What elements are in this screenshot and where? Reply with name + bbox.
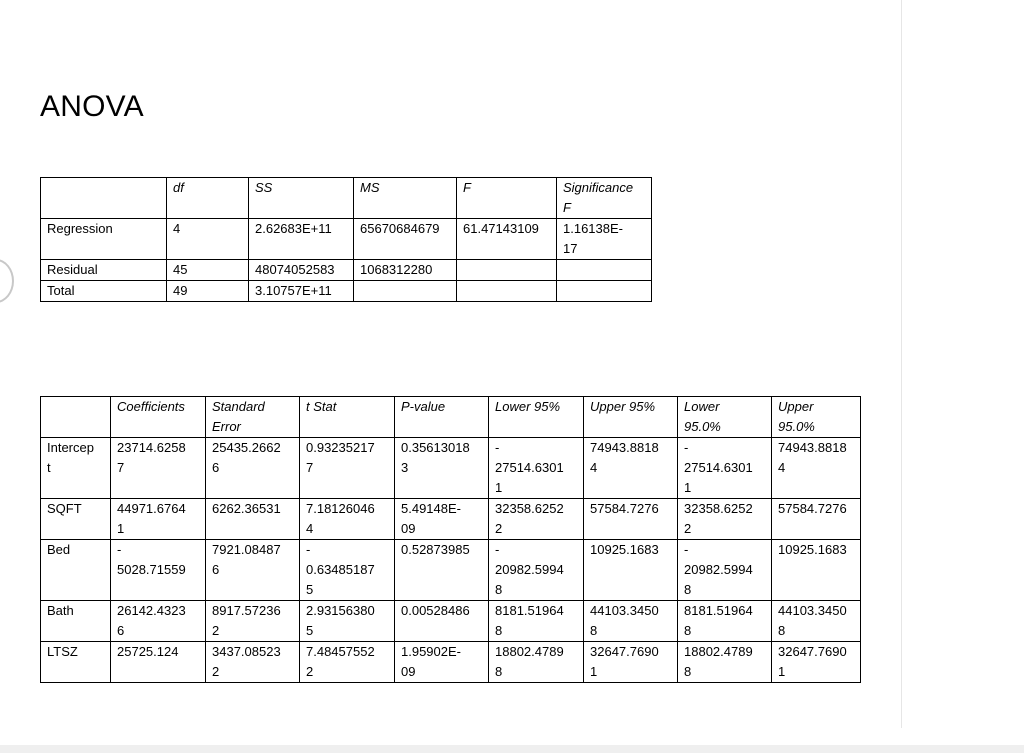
coefficients-cell: 32647.7690 1 (584, 642, 678, 683)
coefficients-cell: 0.35613018 3 (395, 438, 489, 499)
coefficients-row (41, 540, 861, 601)
coefficients-cell: 32358.6252 2 (678, 499, 772, 540)
anova-cell (557, 281, 652, 302)
anova-body (41, 219, 652, 302)
coefficients-cell: - 0.63485187 5 (300, 540, 395, 601)
coefficients-cell: 7921.08487 6 (206, 540, 300, 601)
anova-header-row (41, 178, 652, 219)
bottom-scroll-area (0, 745, 1024, 753)
coefficients-row-label: SQFT (41, 499, 111, 540)
coefficients-cell: 7.48457552 2 (300, 642, 395, 683)
anova-cell (354, 281, 457, 302)
coefficients-header-row (41, 397, 861, 438)
coefficients-cell: 8181.51964 8 (489, 601, 584, 642)
coefficients-cell: 10925.1683 (584, 540, 678, 601)
coefficients-cell: 32647.7690 1 (772, 642, 861, 683)
anova-header-cell: SS (249, 178, 354, 219)
coefficients-cell: 44971.6764 1 (111, 499, 206, 540)
coefficients-header-cell: Lower 95% (489, 397, 584, 438)
coefficients-header-cell (41, 397, 111, 438)
coefficients-cell: 8917.57236 2 (206, 601, 300, 642)
coefficients-cell: 0.93235217 7 (300, 438, 395, 499)
anova-cell: 49 (167, 281, 249, 302)
anova-cell: 1068312280 (354, 260, 457, 281)
coefficients-header-cell: P-value (395, 397, 489, 438)
anova-header-cell: MS (354, 178, 457, 219)
coefficients-cell: 74943.8818 4 (772, 438, 861, 499)
coefficients-table (40, 396, 861, 683)
coefficients-cell: 8181.51964 8 (678, 601, 772, 642)
coefficients-cell: - 20982.5994 8 (489, 540, 584, 601)
coefficients-cell: 18802.4789 8 (678, 642, 772, 683)
coefficients-row (41, 438, 861, 499)
coefficients-header-cell: t Stat (300, 397, 395, 438)
anova-header-cell: df (167, 178, 249, 219)
coefficients-cell: - 20982.5994 8 (678, 540, 772, 601)
anova-row-label: Residual (41, 260, 167, 281)
anova-cell (457, 281, 557, 302)
coefficients-cell: 2.93156380 5 (300, 601, 395, 642)
coefficients-cell: 1.95902E- 09 (395, 642, 489, 683)
anova-cell (457, 260, 557, 281)
coefficients-cell: 7.18126046 4 (300, 499, 395, 540)
anova-header-cell: F (457, 178, 557, 219)
anova-table (40, 177, 652, 302)
coefficients-cell: 44103.3450 8 (584, 601, 678, 642)
coefficients-cell: 57584.7276 (772, 499, 861, 540)
coefficients-header-cell: Upper 95% (584, 397, 678, 438)
anova-row-label: Total (41, 281, 167, 302)
coefficients-row-label: Bed (41, 540, 111, 601)
page-edge-divider (901, 0, 902, 728)
anova-cell: 2.62683E+11 (249, 219, 354, 260)
coefficients-cell: - 27514.6301 1 (489, 438, 584, 499)
coefficients-cell: 57584.7276 (584, 499, 678, 540)
anova-row (41, 281, 652, 302)
anova-cell: 48074052583 (249, 260, 354, 281)
coefficients-cell: 74943.8818 4 (584, 438, 678, 499)
anova-row (41, 219, 652, 260)
coefficients-cell: 3437.08523 2 (206, 642, 300, 683)
anova-cell: 1.16138E- 17 (557, 219, 652, 260)
coefficients-cell: 26142.4323 6 (111, 601, 206, 642)
anova-cell: 3.10757E+11 (249, 281, 354, 302)
coefficients-cell: 0.52873985 (395, 540, 489, 601)
anova-cell: 61.47143109 (457, 219, 557, 260)
coefficients-row-label: Bath (41, 601, 111, 642)
anova-row-label: Regression (41, 219, 167, 260)
coefficients-cell: 25435.2662 6 (206, 438, 300, 499)
coefficients-cell: 32358.6252 2 (489, 499, 584, 540)
coefficients-cell: 5.49148E- 09 (395, 499, 489, 540)
coefficients-cell: 18802.4789 8 (489, 642, 584, 683)
coefficients-cell: 25725.124 (111, 642, 206, 683)
coefficients-row-label: Intercep t (41, 438, 111, 499)
coefficients-header-cell: Lower 95.0% (678, 397, 772, 438)
coefficients-body (41, 438, 861, 683)
coefficients-cell: 0.00528486 (395, 601, 489, 642)
coefficients-header-cell: Coefficients (111, 397, 206, 438)
coefficients-cell: - 27514.6301 1 (678, 438, 772, 499)
coefficients-cell: 10925.1683 (772, 540, 861, 601)
coefficients-row-label: LTSZ (41, 642, 111, 683)
anova-cell: 4 (167, 219, 249, 260)
coefficients-header-cell: Upper 95.0% (772, 397, 861, 438)
coefficients-cell: - 5028.71559 (111, 540, 206, 601)
coefficients-cell: 6262.36531 (206, 499, 300, 540)
anova-cell (557, 260, 652, 281)
coefficients-row (41, 499, 861, 540)
anova-cell: 65670684679 (354, 219, 457, 260)
coefficients-cell: 23714.6258 7 (111, 438, 206, 499)
coefficients-row (41, 642, 861, 683)
anova-header-cell: Significance F (557, 178, 652, 219)
anova-row (41, 260, 652, 281)
anova-heading: ANOVA (40, 90, 144, 123)
coefficients-cell: 44103.3450 8 (772, 601, 861, 642)
coefficients-header-cell: Standard Error (206, 397, 300, 438)
anova-cell: 45 (167, 260, 249, 281)
coefficients-row (41, 601, 861, 642)
anova-header-cell (41, 178, 167, 219)
